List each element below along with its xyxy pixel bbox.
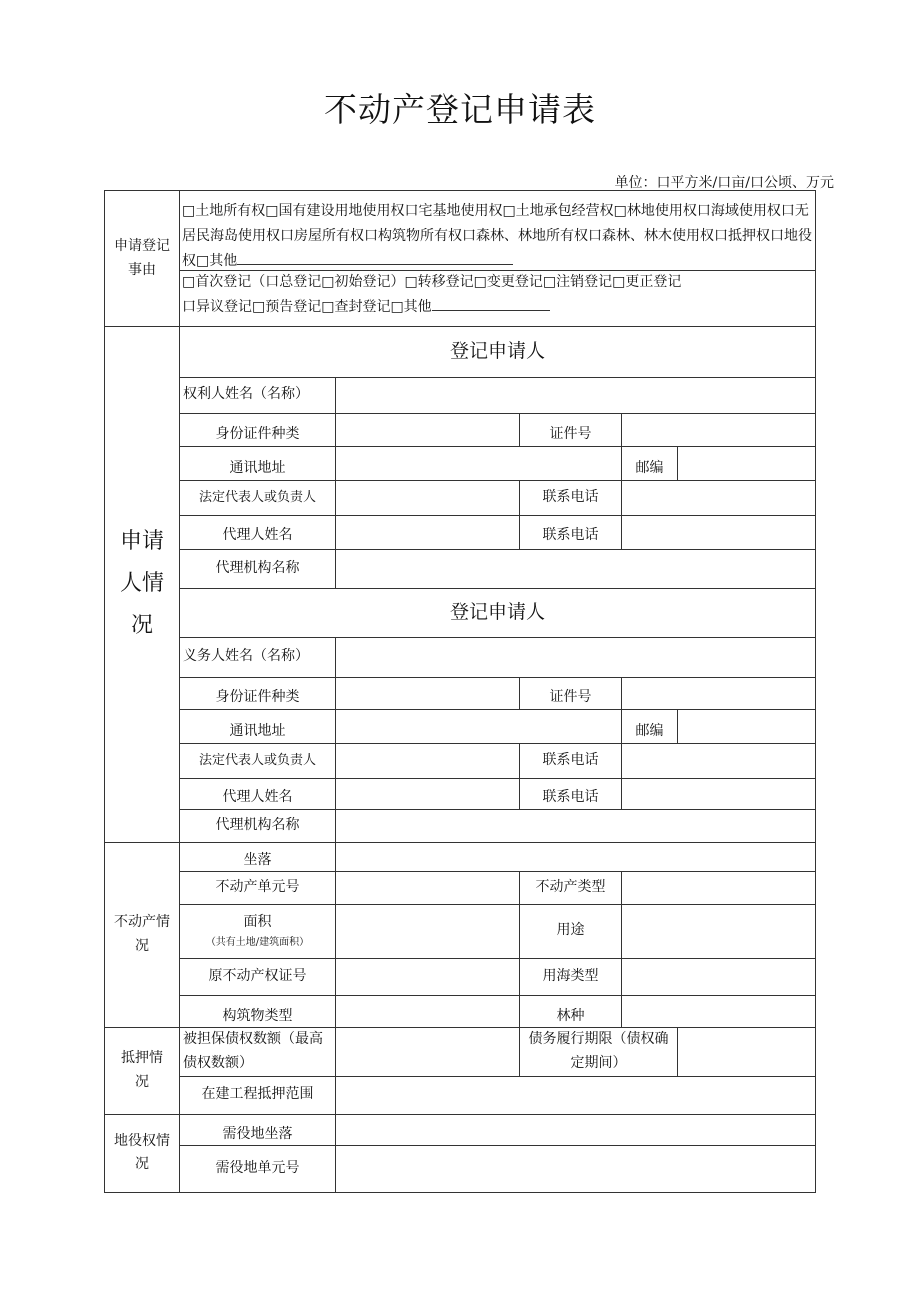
application-form-table — [104, 190, 816, 1193]
obligee-name-label: 权利人姓名（名称） — [183, 386, 309, 403]
obligor-agent-phone-field[interactable] — [622, 778, 815, 809]
obligee-postcode-label: 邮编 — [635, 460, 664, 477]
obligee-agent-phone-label: 联系电话 — [542, 527, 599, 544]
obligee-agency-label: 代理机构名称 — [215, 559, 300, 576]
obligor-legal-rep-label: 法定代表人或负责人 — [198, 752, 316, 768]
obligee-name-field[interactable] — [336, 377, 815, 413]
obligee-agency-field[interactable] — [336, 549, 815, 588]
structure-type-label: 构筑物类型 — [222, 1008, 293, 1025]
property-usage-label: 用途 — [556, 922, 585, 939]
obligor-agent-name-label: 代理人姓名 — [222, 788, 293, 805]
original-cert-label: 原不动产权证号 — [208, 967, 307, 984]
obligor-agent-phone-label: 联系电话 — [542, 788, 599, 805]
sea-use-type-label: 用海类型 — [542, 967, 599, 984]
secured-amount-field[interactable] — [336, 1027, 519, 1076]
obligee-postcode-field[interactable] — [678, 446, 815, 480]
obligor-address-field[interactable] — [336, 709, 621, 743]
obligor-name-label: 义务人姓名（名称） — [183, 648, 309, 665]
obligee-id-no-field[interactable] — [622, 413, 815, 446]
property-area-field[interactable] — [336, 904, 519, 958]
original-cert-field[interactable] — [336, 958, 519, 995]
obligor-phone-field[interactable] — [622, 743, 815, 778]
applicant-heading-obligee: 登记申请人 — [449, 339, 545, 362]
secured-amount-label: 被担保债权数额（最高债权数额） — [183, 1031, 323, 1071]
property-area-label: 面积 （共有土地/建筑面积） — [180, 904, 335, 958]
property-location-field[interactable] — [336, 842, 815, 871]
sea-use-type-field[interactable] — [622, 958, 815, 995]
obligor-postcode-field[interactable] — [678, 709, 815, 743]
mortgage-section-label: 抵押情况 — [121, 1050, 163, 1090]
obligee-agent-name-label: 代理人姓名 — [222, 527, 293, 544]
obligor-agency-label: 代理机构名称 — [215, 816, 300, 833]
obligor-name-field[interactable] — [336, 637, 815, 677]
applicant-section-label: 申请人情况 — [119, 529, 164, 638]
construction-scope-field[interactable] — [336, 1076, 815, 1114]
obligee-phone-field[interactable] — [622, 480, 815, 515]
obligor-agency-field[interactable] — [336, 809, 815, 842]
obligor-postcode-label: 邮编 — [635, 723, 664, 740]
obligor-phone-label: 联系电话 — [542, 751, 599, 768]
obligee-legal-rep-label: 法定代表人或负责人 — [198, 489, 316, 505]
property-location-label: 坐落 — [243, 851, 272, 868]
debt-period-label: 债务履行期限（债权确定期间） — [528, 1031, 669, 1071]
right-type-checkboxes[interactable]: □土地所有权□国有建设用地使用权口宅基地使用权□土地承包经营权□林地使用权口海域使用权口无居民海岛使用权口房屋所有权口构筑物所有权口森林、林地所有权口森林、林木使用权口抵押权口地役权□其他 — [182, 203, 812, 269]
property-type-field[interactable] — [622, 871, 815, 904]
reason-label: 申请登记事由 — [114, 238, 170, 278]
dominant-unit-no-label: 需役地单元号 — [215, 1159, 300, 1176]
obligee-id-type-field[interactable] — [336, 413, 519, 446]
easement-section-label: 地役权情况 — [114, 1132, 170, 1172]
property-unit-no-field[interactable] — [336, 871, 519, 904]
obligor-legal-rep-field[interactable] — [336, 743, 519, 778]
dominant-location-label: 需役地坐落 — [222, 1125, 293, 1142]
forest-type-label: 林种 — [556, 1008, 585, 1025]
page-title: 不动产登记申请表 — [324, 90, 596, 129]
property-section-label: 不动产情况 — [114, 914, 170, 954]
obligee-id-no-label: 证件号 — [549, 425, 592, 442]
property-unit-no-label: 不动产单元号 — [215, 878, 300, 895]
construction-scope-label: 在建工程抵押范围 — [201, 1086, 314, 1103]
property-usage-field[interactable] — [622, 904, 815, 958]
debt-period-field[interactable] — [678, 1027, 815, 1076]
obligee-address-label: 通讯地址 — [229, 460, 286, 477]
obligor-id-no-field[interactable] — [622, 677, 815, 709]
applicant-heading-obligor: 登记申请人 — [449, 600, 545, 623]
obligee-agent-name-field[interactable] — [336, 515, 519, 549]
forest-type-field[interactable] — [622, 995, 815, 1027]
obligor-id-no-label: 证件号 — [549, 689, 592, 706]
obligee-agent-phone-field[interactable] — [622, 515, 815, 549]
dominant-location-field[interactable] — [336, 1114, 815, 1145]
obligor-id-type-label: 身份证件种类 — [215, 689, 300, 706]
dominant-unit-no-field[interactable] — [336, 1145, 815, 1192]
structure-type-field[interactable] — [336, 995, 519, 1027]
property-type-label: 不动产类型 — [535, 878, 606, 895]
obligor-id-type-field[interactable] — [336, 677, 519, 709]
obligee-phone-label: 联系电话 — [542, 488, 599, 505]
obligee-address-field[interactable] — [336, 446, 621, 480]
obligee-id-type-label: 身份证件种类 — [215, 425, 300, 442]
unit-selector-line: 单位：口平方米/口亩/口公顷、万元 — [614, 175, 834, 191]
obligee-legal-rep-field[interactable] — [336, 480, 519, 515]
property-area-note: （共有土地/建筑面积） — [205, 936, 310, 948]
registration-type-checkboxes[interactable]: □首次登记（口总登记□初始登记）□转移登记□变更登记□注销登记□更正登记 口异议登记□预告登记□查封登记□其他 — [182, 274, 682, 315]
obligor-address-label: 通讯地址 — [229, 723, 286, 740]
obligor-agent-name-field[interactable] — [336, 778, 519, 809]
